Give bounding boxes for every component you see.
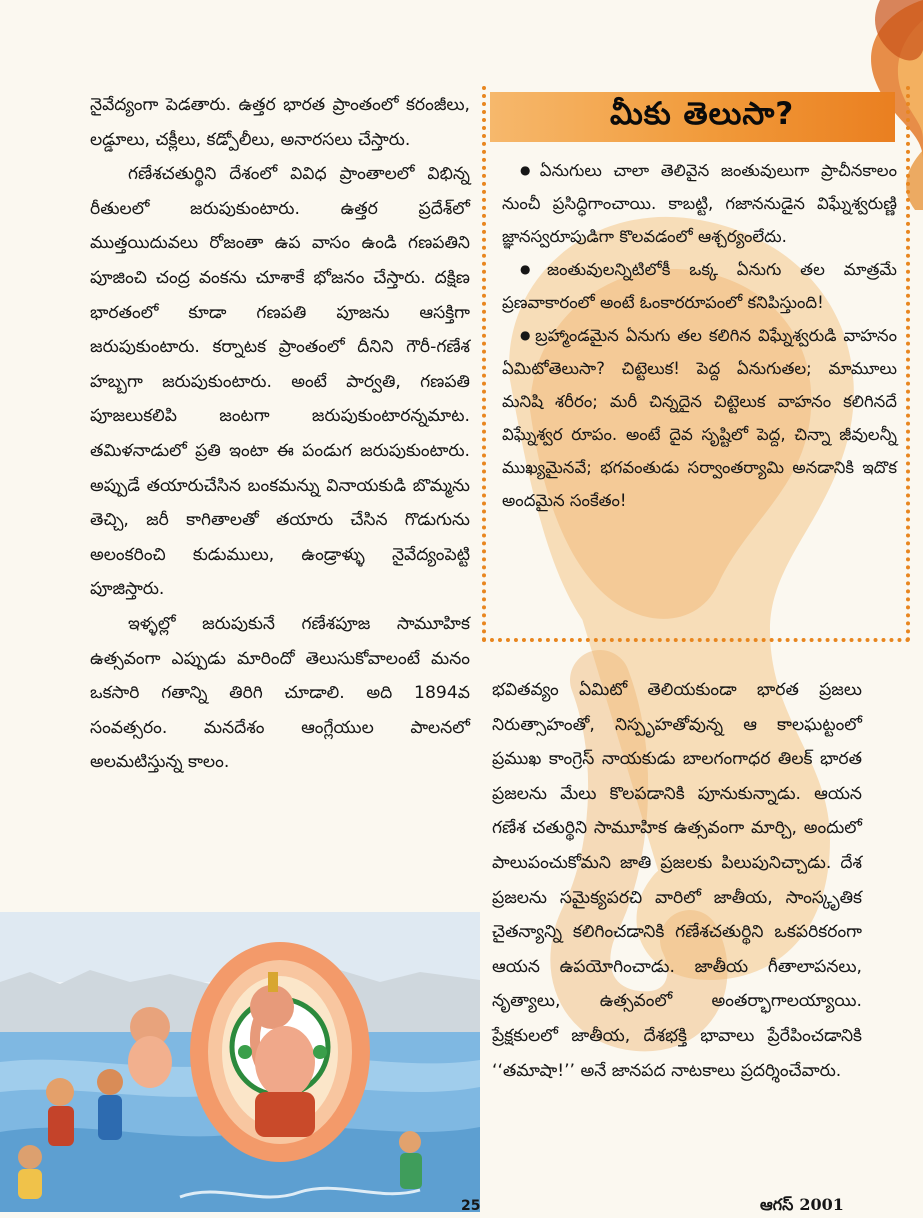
- bullet-icon: ●: [520, 262, 544, 276]
- ganesha-immersion-illustration: [0, 912, 480, 1212]
- box-title: మీకు తెలుసా?: [610, 96, 795, 132]
- left-column: [90, 88, 470, 780]
- did-you-know-box: [482, 86, 912, 644]
- left-paragraph-1: నైవేద్యంగా పెడతారు. ఉత్తర భారత ప్రాంతంలో కరంజీలు, లడ్డూలు, చక్లీలు, కడ్పోలీలు, అనారసలు చేస్తారు.: [90, 95, 470, 150]
- box-fact-3: ● బ్రహ్మాండమైన ఏనుగు తల కలిగిన విఘ్నేశ్వరుడి వాహనం ఏమిటోతెలుసా? చిట్టెలుక! పెద్ద ఏనుగుతల; మామూలు మనిషి శరీరం; మరీ చిన్నదైన చిట్టెలుక వాహనం కలిగినదే విఘ్నేశ్వర రూపం. అంటే దైవ సృష్టిలో పెద్ద, చిన్నా జీవులన్నీ ముఖ్యమైనవే; భగవంతుడు సర్వాంతర్యామి అనడానికి ఇదొక అందమైన సంకేతం!: [502, 326, 897, 510]
- bullet-icon: ●: [520, 328, 533, 342]
- box-fact-1: ● ఏనుగులు చాలా తెలివైన జంతువులుగా ప్రాచీనకాలం నుంచీ ప్రసిద్ధిగాంచాయి. కాబట్టి, గజాననుడైన విఘ్నేశ్వరుణ్ణి జ్ఞానస్వరూపుడిగా కొలవడంలో ఆశ్చర్యంలేదు.: [502, 161, 897, 246]
- issue-year: 2001: [799, 1195, 844, 1214]
- left-paragraph-2: గణేశచతుర్థిని దేశంలో వివిధ ప్రాంతాలలో విభిన్న రీతులలో జరుపుకుంటారు. ఉత్తర ప్రదేశ్‌లో ముత్తయిదువలు రోజంతా ఉప వాసం ఉండి గణపతిని పూజించి చంద్ర వంకను చూశాకే భోజనం చేస్తారు. దక్షిణ భారతంలో కూడా గణపతి పూజను ఆసక్తిగా జరుపుకుంటారు. కర్నాటక ప్రాంతంలో దీనిని గౌరీ-గణేశ హబ్బగా జరుపుకుంటారు. అంటే పార్వతి, గణపతి పూజలుకలిపి జంటగా జరుపుకుంటారన్నమాట. తమిళనాడులో ప్రతి ఇంటా ఈ పండుగ జరుపుకుంటారు. అప్పుడే తయారుచేసిన బంకమన్ను వినాయకుడి బొమ్మను తెచ్చి, జరీ కాగితాలతో తయారు చేసిన గొడుగును అలంకరించి కుడుములు, ఉండ్రాళ్ళు నైవేద్యంపెట్టి పూజిస్తారు.: [90, 164, 470, 600]
- box-body: [502, 154, 897, 517]
- box-fact-2: ● జంతువులన్నిటిలోకీ ఒక్క ఏనుగు తల మాత్రమే ప్రణవాకారంలో అంటే ఓంకారరూపంలో కనిపిస్తుంది!: [502, 260, 897, 312]
- page-number: 25: [461, 1198, 481, 1214]
- left-paragraph-3: ఇళ్ళల్లో జరుపుకునే గణేశపూజ సామూహిక ఉత్సవంగా ఎప్పుడు మారిందో తెలుసుకోవాలంటే మనం ఒకసారి గతాన్ని తిరిగి చూడాలి. అది 1894వ సంవత్సరం. మనదేశం ఆంగ్లేయుల పాలనలో అలమటిస్తున్న కాలం.: [90, 613, 470, 773]
- box-title-banner: [490, 92, 895, 142]
- right-paragraph-1: భవితవ్యం ఏమిటో తెలియకుండా భారత ప్రజలు నిరుత్సాహంతో, నిస్పృహతోవున్న ఆ కాలఘట్టంలో ప్రముఖ కాంగ్రెస్ నాయకుడు బాలగంగాధర తిలక్ భారత ప్రజలను మేలు కొలపడానికి పూనుకున్నాడు. ఆయన గణేశ చతుర్థిని సామూహిక ఉత్సవంగా మార్చి, అందులో పాలుపంచుకోమని జాతి ప్రజలకు పిలుపునిచ్చాడు. దేశ ప్రజలను సమైక్యపరచి వారిలో జాతీయ, సాంస్కృతిక చైతన్యాన్ని కలిగించడానికి గణేశచతుర్థిని ఒకపరికరంగా ఆయన ఉపయోగించాడు. జాతీయ గీతాలాపనలు, నృత్యాలు, ఉత్సవంలో అంతర్భాగాలయ్యాయి. ప్రేక్షకులలో జాతీయ, దేశభక్తి భావాలు ప్రేరేపించడానికి ‘‘తమాషా!’’ అనే జానపద నాటకాలు ప్రదర్శించేవారు.: [492, 680, 862, 1081]
- issue-date: [760, 1195, 844, 1218]
- issue-month: ఆగస్: [760, 1195, 794, 1214]
- right-column: [492, 673, 862, 1088]
- bullet-icon: ●: [520, 163, 537, 177]
